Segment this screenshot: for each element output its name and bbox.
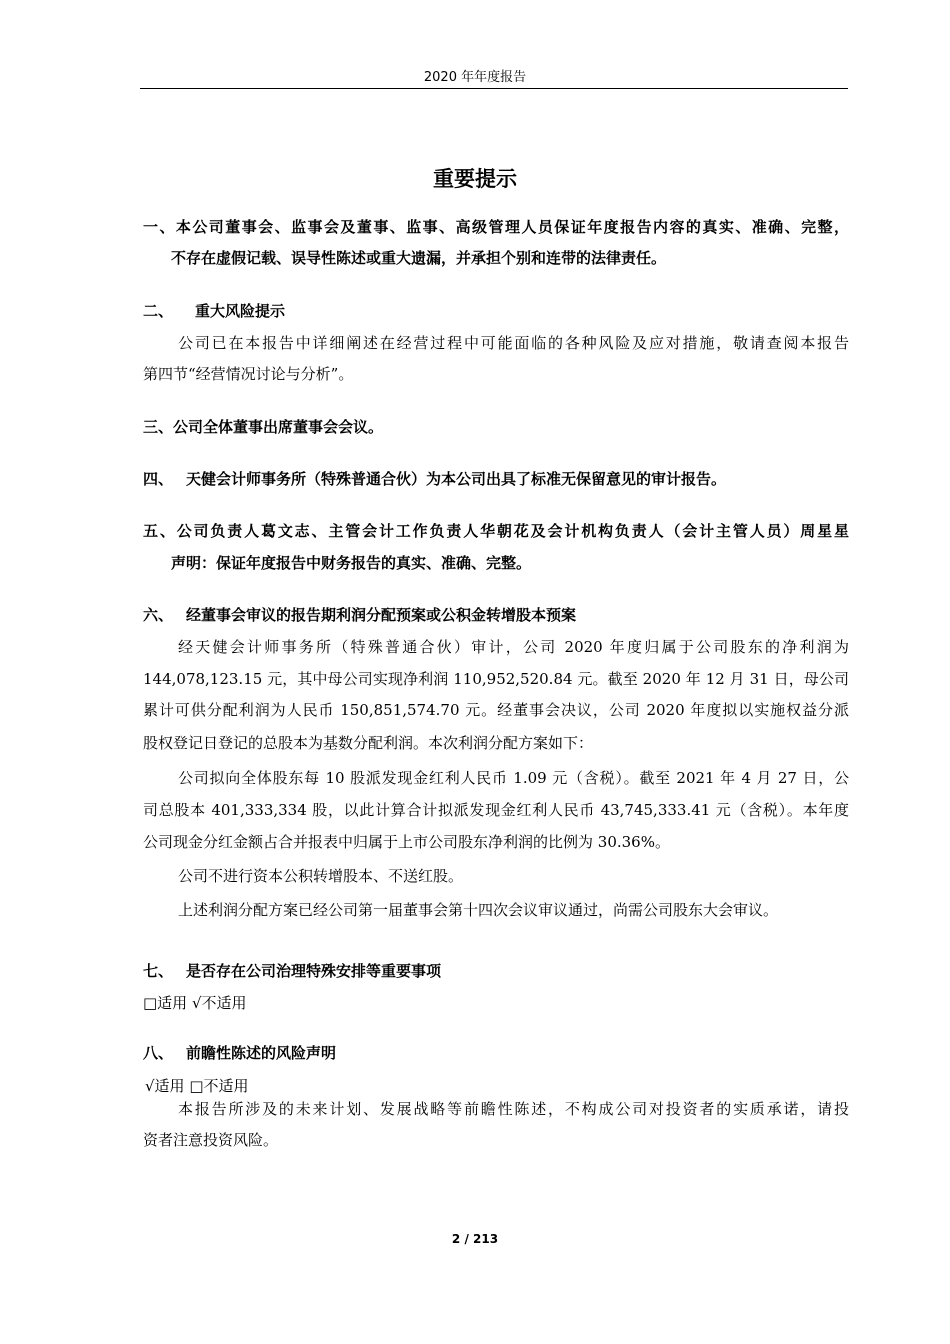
page-number: 2 / 213 <box>451 1232 499 1246</box>
header-divider <box>140 88 848 89</box>
running-header: 2020 年年度报告 <box>423 70 527 85</box>
section-6-para-2-line-1: 公司拟向全体股东每 10 股派发现金红利人民币 1.09 元（含税）。截至 2021 年 4 月 27 日，公 <box>178 769 849 787</box>
section-6-heading <box>143 605 576 625</box>
section-4-text: 天健会计师事务所（特殊普通合伙）为本公司出具了标准无保留意见的审计报告。 <box>186 470 727 488</box>
section-7-heading <box>143 961 441 981</box>
section-2-line-1: 公司已在本报告中详细阐述在经营过程中可能面临的各种风险及应对措施，敬请查阅本报告 <box>178 334 849 352</box>
section-1-line-1: 一、本公司董事会、监事会及董事、监事、高级管理人员保证年度报告内容的真实、准确、完整， <box>143 218 849 236</box>
section-2-heading <box>143 301 285 321</box>
section-3-text: 三、公司全体董事出席董事会会议。 <box>143 418 384 436</box>
section-2-number: 二、 <box>143 302 174 320</box>
section-6-title: 经董事会审议的报告期利润分配预案或公积金转增股本预案 <box>186 606 577 624</box>
section-1-line-2: 不存在虚假记载、误导性陈述或重大遗漏，并承担个别和连带的法律责任。 <box>171 249 667 267</box>
section-6-para-1-line-2: 144,078,123.15 元，其中母公司实现净利润 110,952,520.84 元。截至 2020 年 12 月 31 日，母公司 <box>143 670 849 688</box>
section-6-para-4: 上述利润分配方案已经公司第一届董事会第十四次会议审议通过，尚需公司股东大会审议。 <box>178 901 779 919</box>
section-6-para-1-line-1: 经天健会计师事务所（特殊普通合伙）审计，公司 2020 年度归属于公司股东的净利润为 <box>178 638 849 656</box>
section-6-para-3: 公司不进行资本公积转增股本、不送红股。 <box>178 867 464 885</box>
section-6-para-1-line-4: 股权登记日登记的总股本为基数分配利润。本次利润分配方案如下： <box>143 734 594 752</box>
section-5-line-2: 声明：保证年度报告中财务报告的真实、准确、完整。 <box>171 554 532 572</box>
page-title: 重要提示 <box>433 167 517 191</box>
section-7-number: 七、 <box>143 962 174 980</box>
section-8-number: 八、 <box>143 1044 174 1062</box>
section-6-para-2-line-3: 公司现金分红金额占合并报表中归属于上市公司股东净利润的比例为 30.36%。 <box>143 833 670 851</box>
section-7-options: □适用 √不适用 <box>143 994 247 1012</box>
section-8-title: 前瞻性陈述的风险声明 <box>186 1044 337 1062</box>
section-8-options: √适用 □不适用 <box>145 1077 249 1095</box>
section-4-heading <box>143 469 726 489</box>
section-7-title: 是否存在公司治理特殊安排等重要事项 <box>186 962 442 980</box>
section-6-para-1-line-3: 累计可供分配利润为人民币 150,851,574.70 元。经董事会决议，公司 2020 年度拟以实施权益分派 <box>143 701 849 719</box>
section-8-line-2: 资者注意投资风险。 <box>143 1131 279 1149</box>
section-6-para-2-line-2: 司总股本 401,333,334 股，以此计算合计拟派发现金红利人民币 43,745,333.41 元（含税）。本年度 <box>143 801 849 819</box>
section-8-heading <box>143 1043 336 1063</box>
section-5-line-1: 五、公司负责人葛文志、主管会计工作负责人华朝花及会计机构负责人（会计主管人员）周星星 <box>143 522 849 540</box>
section-6-number: 六、 <box>143 606 174 624</box>
section-2-title: 重大风险提示 <box>195 302 286 320</box>
section-4-number: 四、 <box>143 470 174 488</box>
section-2-line-2: 第四节“经营情况讨论与分析”。 <box>143 365 354 383</box>
section-8-line-1: 本报告所涉及的未来计划、发展战略等前瞻性陈述，不构成公司对投资者的实质承诺，请投 <box>178 1100 849 1118</box>
